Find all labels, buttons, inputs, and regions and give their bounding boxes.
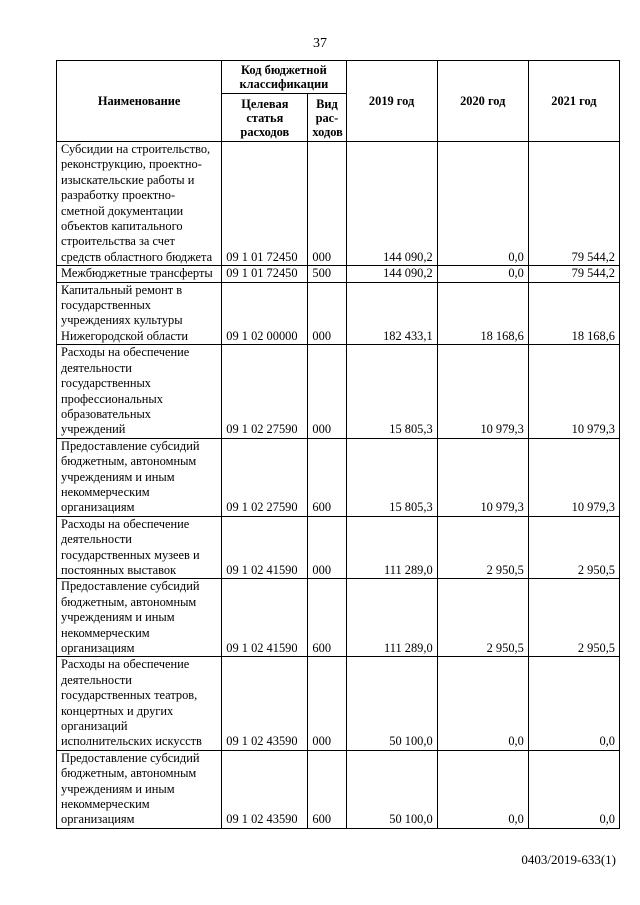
table-cell-name: Субсидии на строительство, реконструкцию, проектно-изыскательские работы и разработку проектно-сметной документации объектов капитального строительства за счет средств областного бюджета <box>57 142 222 266</box>
header-classification: Код бюджетной классификации <box>222 61 346 94</box>
header-target-article: Целевая статья расходов <box>222 94 308 142</box>
table-row <box>57 438 620 516</box>
table-row <box>57 345 620 438</box>
table-cell-2021: 2 950,5 <box>528 516 619 579</box>
table-cell-name: Предоставление субсидий бюджетным, автономным учреждениям и иным некоммерческим организациям <box>57 438 222 516</box>
table-cell-target: 09 1 01 72450 <box>222 142 308 266</box>
table-cell-name: Капитальный ремонт в государственных учреждениях культуры Нижегородской области <box>57 282 222 345</box>
table-cell-2020: 2 950,5 <box>437 579 528 657</box>
table-cell-2019: 15 805,3 <box>346 438 437 516</box>
table-cell-target: 09 1 02 43590 <box>222 750 308 828</box>
table-cell-type: 600 <box>308 750 346 828</box>
table-cell-type: 600 <box>308 438 346 516</box>
table-row <box>57 282 620 345</box>
table-cell-type: 000 <box>308 345 346 438</box>
table-cell-name: Расходы на обеспечение деятельности государственных профессиональных образовательных учреждений <box>57 345 222 438</box>
header-2019: 2019 год <box>346 61 437 142</box>
table-cell-type: 000 <box>308 142 346 266</box>
table-cell-type: 000 <box>308 282 346 345</box>
budget-table <box>56 60 620 829</box>
table-cell-2019: 50 100,0 <box>346 657 437 750</box>
table-cell-2019: 144 090,2 <box>346 142 437 266</box>
table-cell-type: 500 <box>308 266 346 282</box>
table-cell-2021: 0,0 <box>528 657 619 750</box>
table-cell-2021: 18 168,6 <box>528 282 619 345</box>
table-cell-2020: 2 950,5 <box>437 516 528 579</box>
table-cell-2020: 10 979,3 <box>437 438 528 516</box>
table-cell-2019: 111 289,0 <box>346 579 437 657</box>
table-cell-2021: 79 544,2 <box>528 266 619 282</box>
table-cell-target: 09 1 02 43590 <box>222 657 308 750</box>
table-cell-target: 09 1 02 27590 <box>222 438 308 516</box>
header-expense-type: Вид рас-ходов <box>308 94 346 142</box>
table-cell-2019: 144 090,2 <box>346 266 437 282</box>
table-cell-name: Расходы на обеспечение деятельности государственных музеев и постоянных выставок <box>57 516 222 579</box>
table-cell-2019: 50 100,0 <box>346 750 437 828</box>
table-cell-type: 000 <box>308 657 346 750</box>
table-cell-target: 09 1 01 72450 <box>222 266 308 282</box>
table-cell-2020: 0,0 <box>437 266 528 282</box>
table-cell-target: 09 1 02 41590 <box>222 579 308 657</box>
page-number: 37 <box>313 36 327 51</box>
table-cell-target: 09 1 02 00000 <box>222 282 308 345</box>
table-row <box>57 750 620 828</box>
table-row <box>57 579 620 657</box>
table-cell-name: Расходы на обеспечение деятельности государственных театров, концертных и других организаций исполнительских искусств <box>57 657 222 750</box>
table-row <box>57 516 620 579</box>
table-row <box>57 657 620 750</box>
table-row <box>57 266 620 282</box>
table-cell-2021: 0,0 <box>528 750 619 828</box>
table-cell-2021: 79 544,2 <box>528 142 619 266</box>
header-2020: 2020 год <box>437 61 528 142</box>
table-cell-2020: 10 979,3 <box>437 345 528 438</box>
table-cell-2021: 10 979,3 <box>528 438 619 516</box>
table-cell-target: 09 1 02 27590 <box>222 345 308 438</box>
table-cell-2020: 18 168,6 <box>437 282 528 345</box>
table-cell-2021: 10 979,3 <box>528 345 619 438</box>
table-body <box>57 142 620 829</box>
table-cell-2021: 2 950,5 <box>528 579 619 657</box>
table-cell-type: 000 <box>308 516 346 579</box>
table-cell-2019: 111 289,0 <box>346 516 437 579</box>
table-cell-2019: 15 805,3 <box>346 345 437 438</box>
table-cell-type: 600 <box>308 579 346 657</box>
table-cell-name: Предоставление субсидий бюджетным, автономным учреждениям и иным некоммерческим организациям <box>57 750 222 828</box>
table-cell-name: Межбюджетные трансферты <box>57 266 222 282</box>
document-code: 0403/2019-633(1) <box>521 852 616 867</box>
table-cell-2020: 0,0 <box>437 657 528 750</box>
header-name: Наименование <box>57 61 222 142</box>
table-cell-2020: 0,0 <box>437 750 528 828</box>
table-row <box>57 142 620 266</box>
header-2021: 2021 год <box>528 61 619 142</box>
table-cell-target: 09 1 02 41590 <box>222 516 308 579</box>
table-cell-2019: 182 433,1 <box>346 282 437 345</box>
table-cell-2020: 0,0 <box>437 142 528 266</box>
table-cell-name: Предоставление субсидий бюджетным, автономным учреждениям и иным некоммерческим организациям <box>57 579 222 657</box>
table-header <box>57 61 620 142</box>
